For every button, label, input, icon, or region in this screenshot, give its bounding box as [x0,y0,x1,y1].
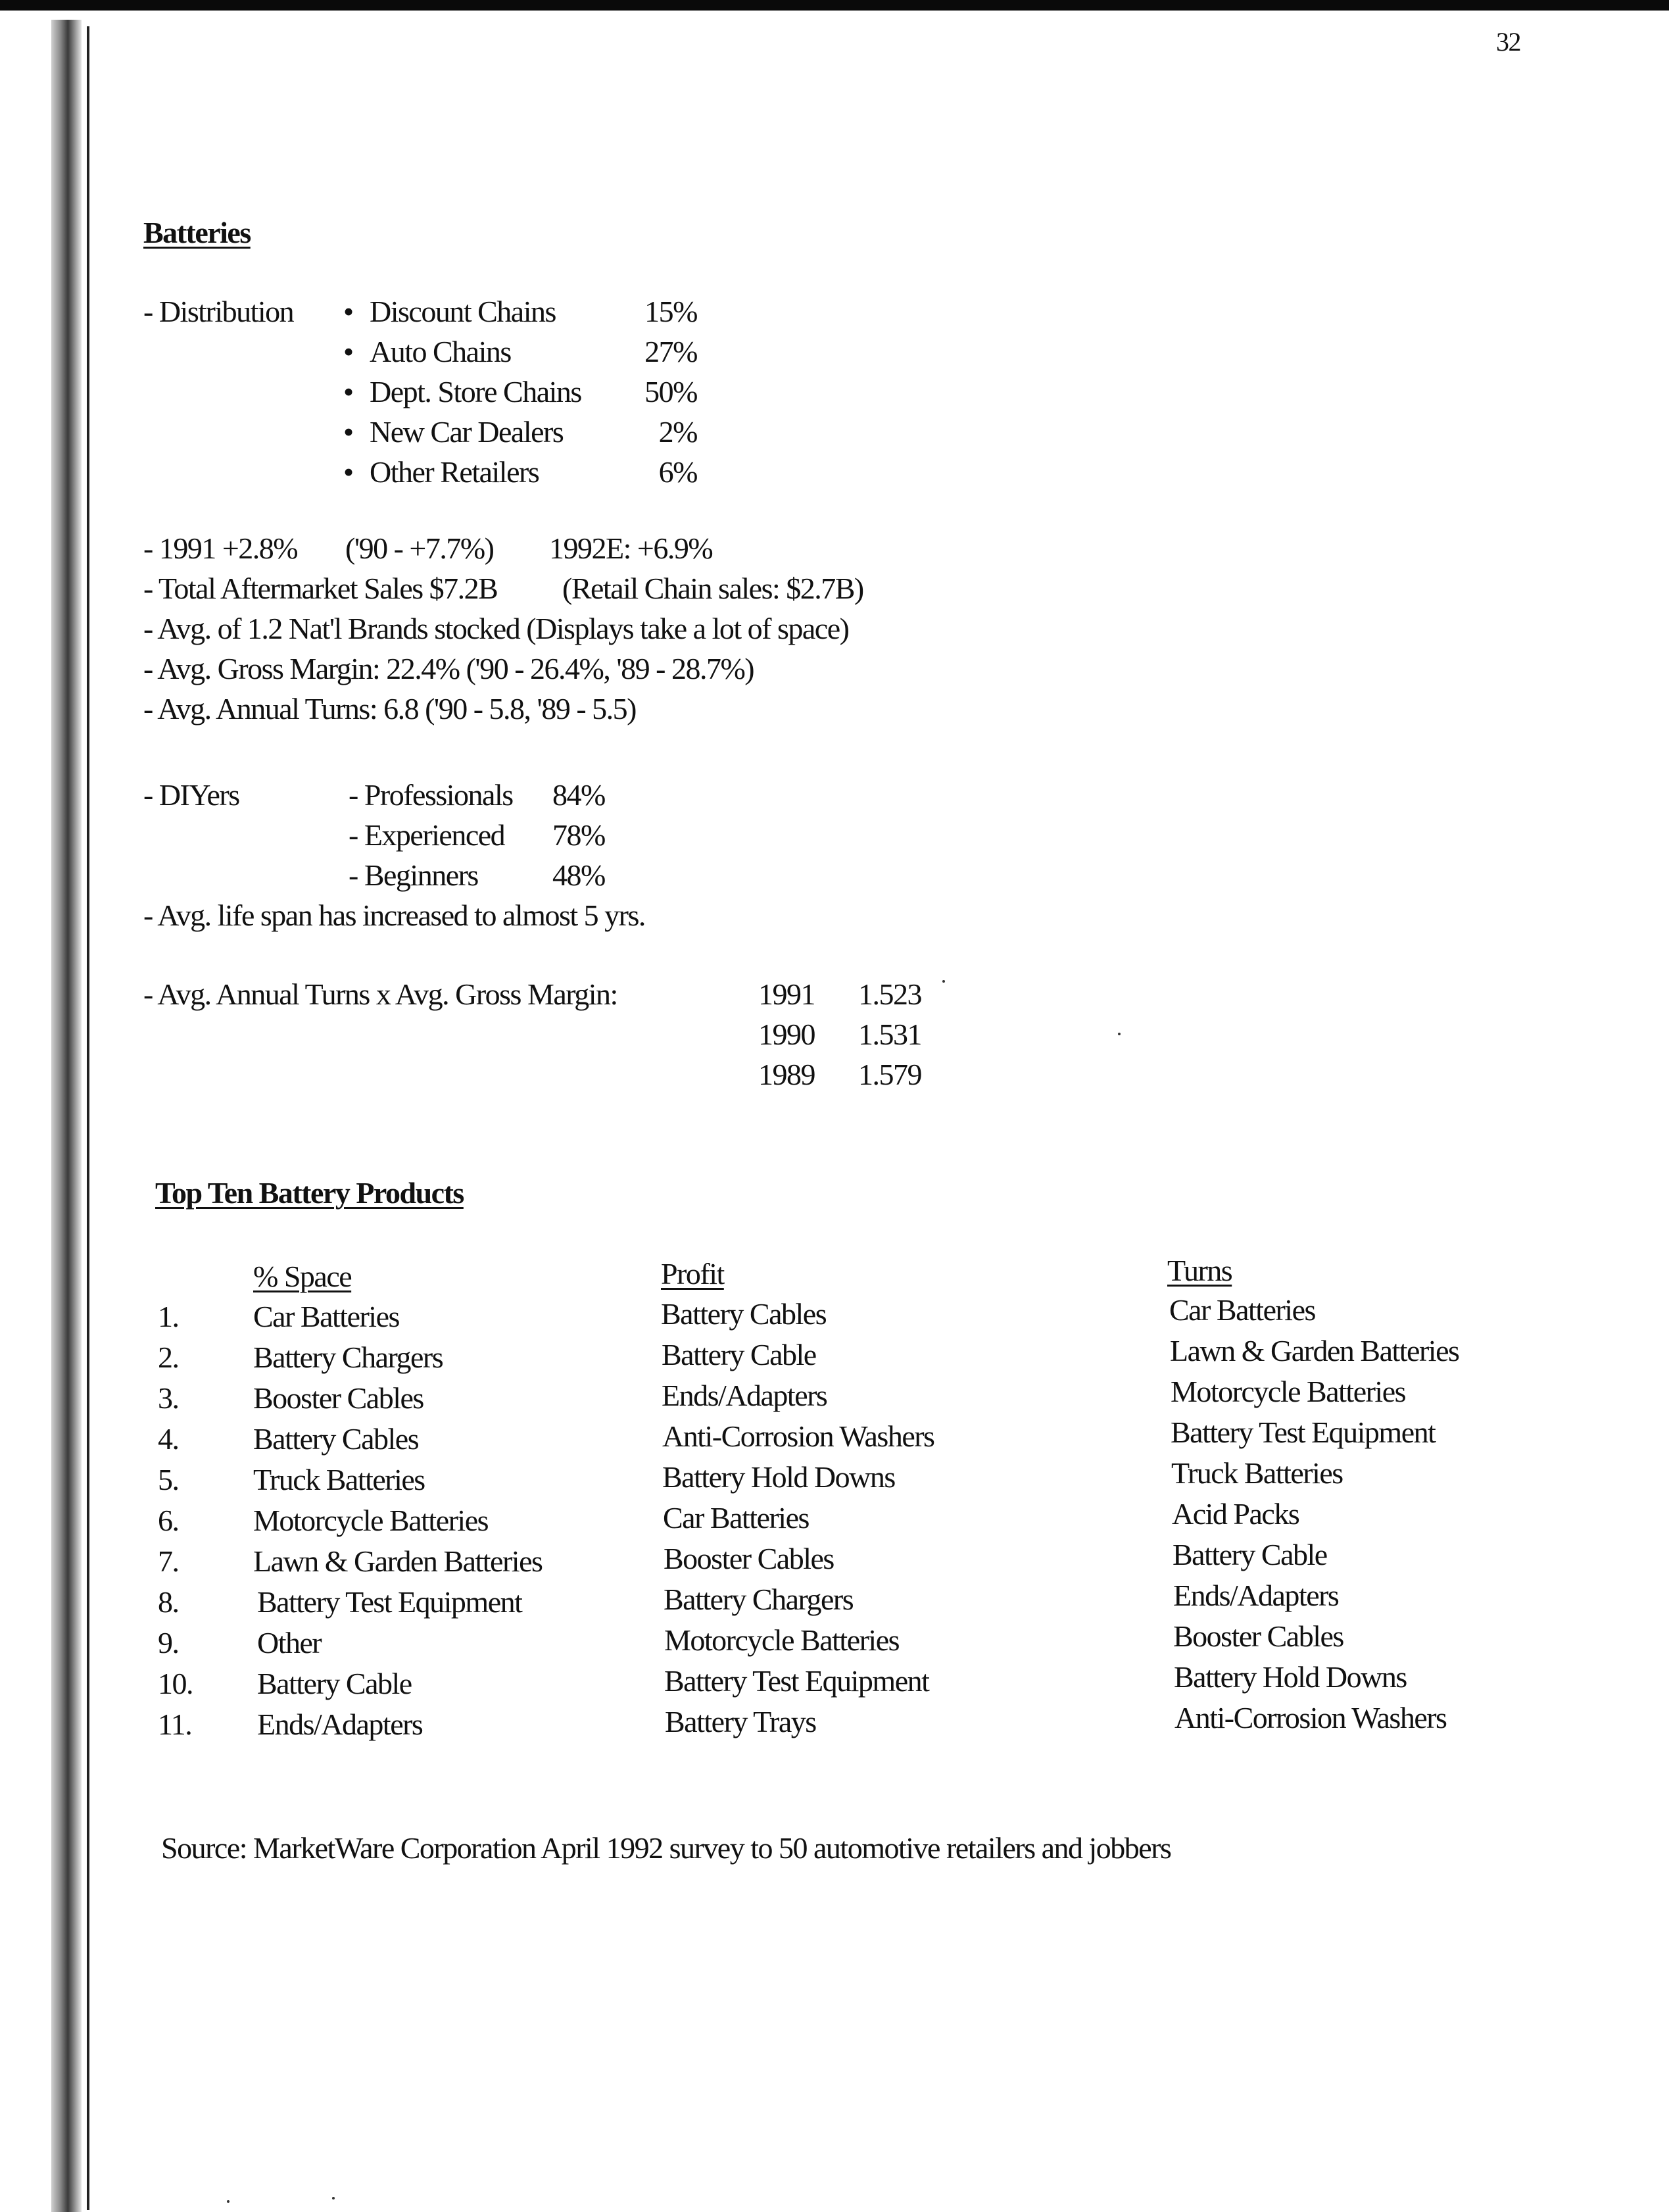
rank-number: 7. [158,1544,179,1578]
rank-number: 2. [158,1340,179,1374]
distribution-item-pct: 2% [658,415,697,449]
profit-rank-item: Motorcycle Batteries [664,1623,900,1657]
turns-margin-label: - Avg. Annual Turns x Avg. Gross Margin: [143,977,617,1011]
retail-chain-sales: (Retail Chain sales: $2.7B) [562,572,863,605]
profit-rank-item: Booster Cables [664,1542,834,1575]
distribution-item-name: New Car Dealers [370,415,564,449]
distribution-item-pct: 15% [644,295,697,328]
rank-number: 9. [158,1626,179,1659]
rank-number: 5. [158,1463,179,1496]
scan-speck [942,980,945,983]
turns-margin-value: 1.531 [858,1018,921,1051]
annual-turns-line: - Avg. Annual Turns: 6.8 ('90 - 5.8, '89 - 5.5) [143,692,636,725]
profit-rank-item: Battery Trays [665,1705,816,1738]
scan-speck [332,2197,335,2200]
space-rank-item: Car Batteries [253,1300,399,1333]
profit-rank-item: Battery Cables [661,1297,827,1331]
distribution-item-pct: 27% [644,335,697,368]
distribution-item-name: Discount Chains [370,295,556,328]
distribution-item-pct: 50% [644,375,697,408]
profit-rank-item: Battery Chargers [664,1583,854,1616]
bullet-icon: • [343,415,353,449]
section-title: Batteries [143,216,251,249]
distribution-item-name: Dept. Store Chains [370,375,581,408]
space-rank-item: Motorcycle Batteries [253,1504,489,1537]
lifespan-line: - Avg. life span has increased to almost 5 yrs. [143,898,645,932]
space-rank-item: Truck Batteries [253,1463,425,1496]
rank-number: 3. [158,1381,179,1415]
profit-rank-item: Car Batteries [663,1501,809,1535]
rank-number: 10. [158,1667,193,1700]
profit-rank-item: Battery Hold Downs [662,1460,895,1494]
rank-number: 1. [158,1300,179,1333]
rank-number: 11. [158,1708,192,1741]
scan-top-edge [0,0,1669,11]
total-aftermarket-sales: - Total Aftermarket Sales $7.2B [143,572,498,605]
turns-margin-year: 1990 [758,1018,815,1051]
space-rank-item: Battery Test Equipment [257,1585,522,1619]
turns-rank-item: Battery Cable [1173,1538,1327,1571]
distribution-label: - Distribution [143,295,294,328]
profit-rank-item: Ends/Adapters [662,1379,827,1412]
turns-margin-year: 1989 [758,1058,815,1091]
brands-stocked-line: - Avg. of 1.2 Nat'l Brands stocked (Displays take a lot of space) [143,612,849,645]
turns-rank-item: Battery Test Equipment [1171,1415,1436,1449]
diyers-item-pct: 48% [552,858,605,892]
header-profit: Profit [661,1257,724,1290]
space-rank-item: Lawn & Garden Batteries [253,1544,543,1578]
space-rank-item: Battery Chargers [253,1340,443,1374]
bullet-icon: • [343,375,353,408]
source-line: Source: MarketWare Corporation April 1992 survey to 50 automotive retailers and jobbers [161,1831,1171,1865]
distribution-item-name: Other Retailers [370,455,539,489]
profit-rank-item: Anti-Corrosion Washers [662,1419,934,1453]
space-rank-item: Battery Cable [257,1667,412,1700]
top-ten-title: Top Ten Battery Products [155,1176,464,1210]
diyers-item-name: - Experienced [349,818,505,852]
turns-rank-item: Anti-Corrosion Washers [1174,1701,1447,1734]
space-rank-item: Ends/Adapters [257,1708,423,1741]
turns-rank-item: Truck Batteries [1171,1456,1343,1490]
space-rank-item: Battery Cables [253,1422,419,1456]
profit-rank-item: Battery Cable [662,1338,816,1371]
space-rank-item: Other [257,1626,322,1659]
scan-speck [1118,1033,1121,1035]
growth-1991: - 1991 +2.8% [143,531,298,565]
turns-rank-item: Battery Hold Downs [1174,1660,1407,1694]
turns-rank-item: Lawn & Garden Batteries [1170,1334,1459,1367]
growth-1992e: 1992E: +6.9% [549,531,713,565]
turns-margin-year: 1991 [758,977,815,1011]
diyers-item-name: - Beginners [349,858,478,892]
turns-rank-item: Ends/Adapters [1173,1579,1339,1612]
turns-margin-value: 1.523 [858,977,921,1011]
page-mark: 32 [1496,27,1520,57]
profit-rank-item: Battery Test Equipment [664,1664,929,1698]
bullet-icon: • [343,295,353,328]
turns-rank-item: Motorcycle Batteries [1171,1375,1406,1408]
turns-margin-value: 1.579 [858,1058,921,1091]
distribution-item-pct: 6% [658,455,697,489]
rank-number: 4. [158,1422,179,1456]
gross-margin-line: - Avg. Gross Margin: 22.4% ('90 - 26.4%, '89 - 28.7%) [143,652,754,685]
rank-number: 8. [158,1585,179,1619]
scan-binding-edge [51,20,82,2212]
header-turns: Turns [1167,1254,1232,1287]
turns-rank-item: Car Batteries [1169,1293,1315,1327]
growth-1990: ('90 - +7.7%) [345,531,494,565]
bullet-icon: • [343,335,353,368]
bullet-icon: • [343,455,353,489]
diyers-item-pct: 78% [552,818,605,852]
distribution-item-name: Auto Chains [370,335,511,368]
rank-number: 6. [158,1504,179,1537]
scan-binding-line [87,26,89,2210]
header-space: % Space [253,1260,352,1293]
diyers-label: - DIYers [143,778,239,812]
turns-rank-item: Acid Packs [1172,1497,1299,1531]
turns-rank-item: Booster Cables [1173,1619,1343,1653]
space-rank-item: Booster Cables [253,1381,423,1415]
diyers-item-pct: 84% [552,778,605,812]
diyers-item-name: - Professionals [349,778,513,812]
scan-speck [227,2200,230,2203]
